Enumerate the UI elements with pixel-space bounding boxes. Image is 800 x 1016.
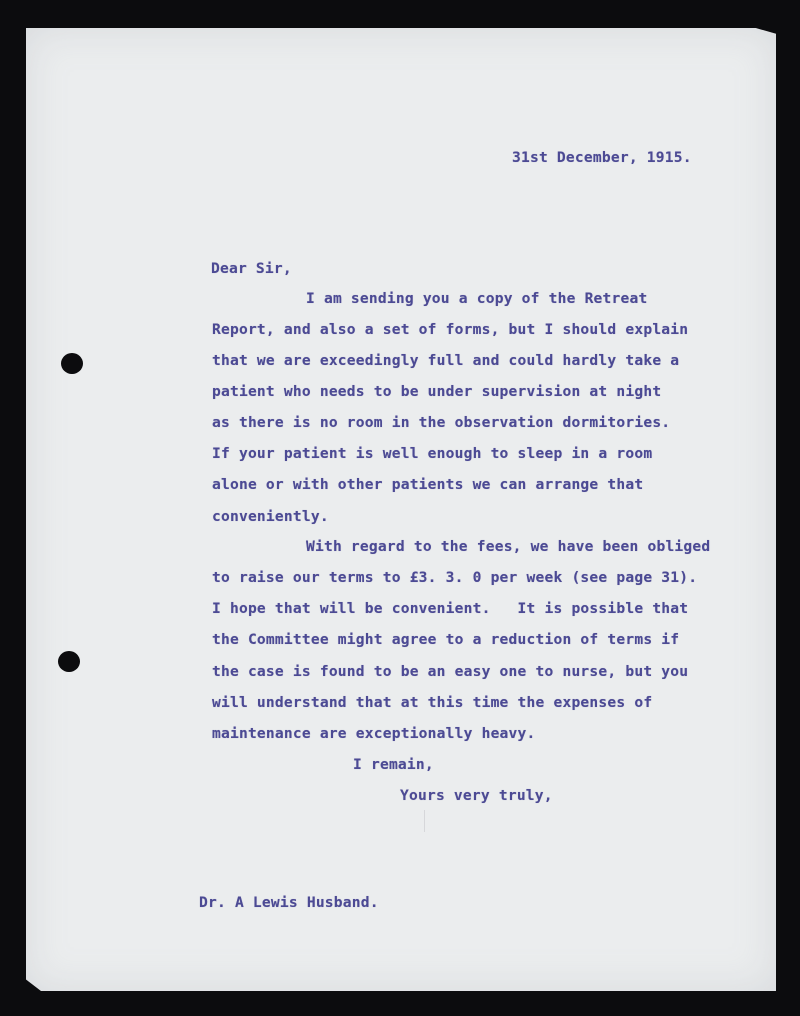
body-line: that we are exceedingly full and could hardly take a (212, 352, 680, 369)
body-line: I hope that will be convenient. It is possible that (212, 600, 689, 617)
body-line: will understand that at this time the expenses of (212, 694, 653, 711)
body-line: to raise our terms to £3. 3. 0 per week (see page 31). (212, 569, 698, 586)
recipient-name: Dr. A Lewis Husband. (199, 894, 379, 911)
closing-remain: I remain, (353, 756, 434, 773)
letter-sheet (26, 28, 776, 991)
body-line: the Committee might agree to a reduction of terms if (212, 631, 680, 648)
body-line: alone or with other patients we can arrange that (212, 476, 644, 493)
body-line: conveniently. (212, 508, 329, 525)
body-line: With regard to the fees, we have been obliged (306, 538, 711, 555)
body-line: as there is no room in the observation dormitories. (212, 414, 671, 431)
letter-date: 31st December, 1915. (512, 149, 692, 166)
body-line: I am sending you a copy of the Retreat (306, 290, 648, 307)
body-line: Report, and also a set of forms, but I should explain (212, 321, 689, 338)
punch-hole-upper (61, 353, 83, 374)
body-line: If your patient is well enough to sleep in a room (212, 445, 653, 462)
body-line: patient who needs to be under supervision at night (212, 383, 662, 400)
salutation: Dear Sir, (211, 260, 292, 277)
punch-hole-lower (58, 651, 80, 672)
closing-signoff: Yours very truly, (400, 787, 553, 804)
paper-crease (424, 810, 425, 832)
body-line: the case is found to be an easy one to nurse, but you (212, 663, 689, 680)
body-line: maintenance are exceptionally heavy. (212, 725, 536, 742)
